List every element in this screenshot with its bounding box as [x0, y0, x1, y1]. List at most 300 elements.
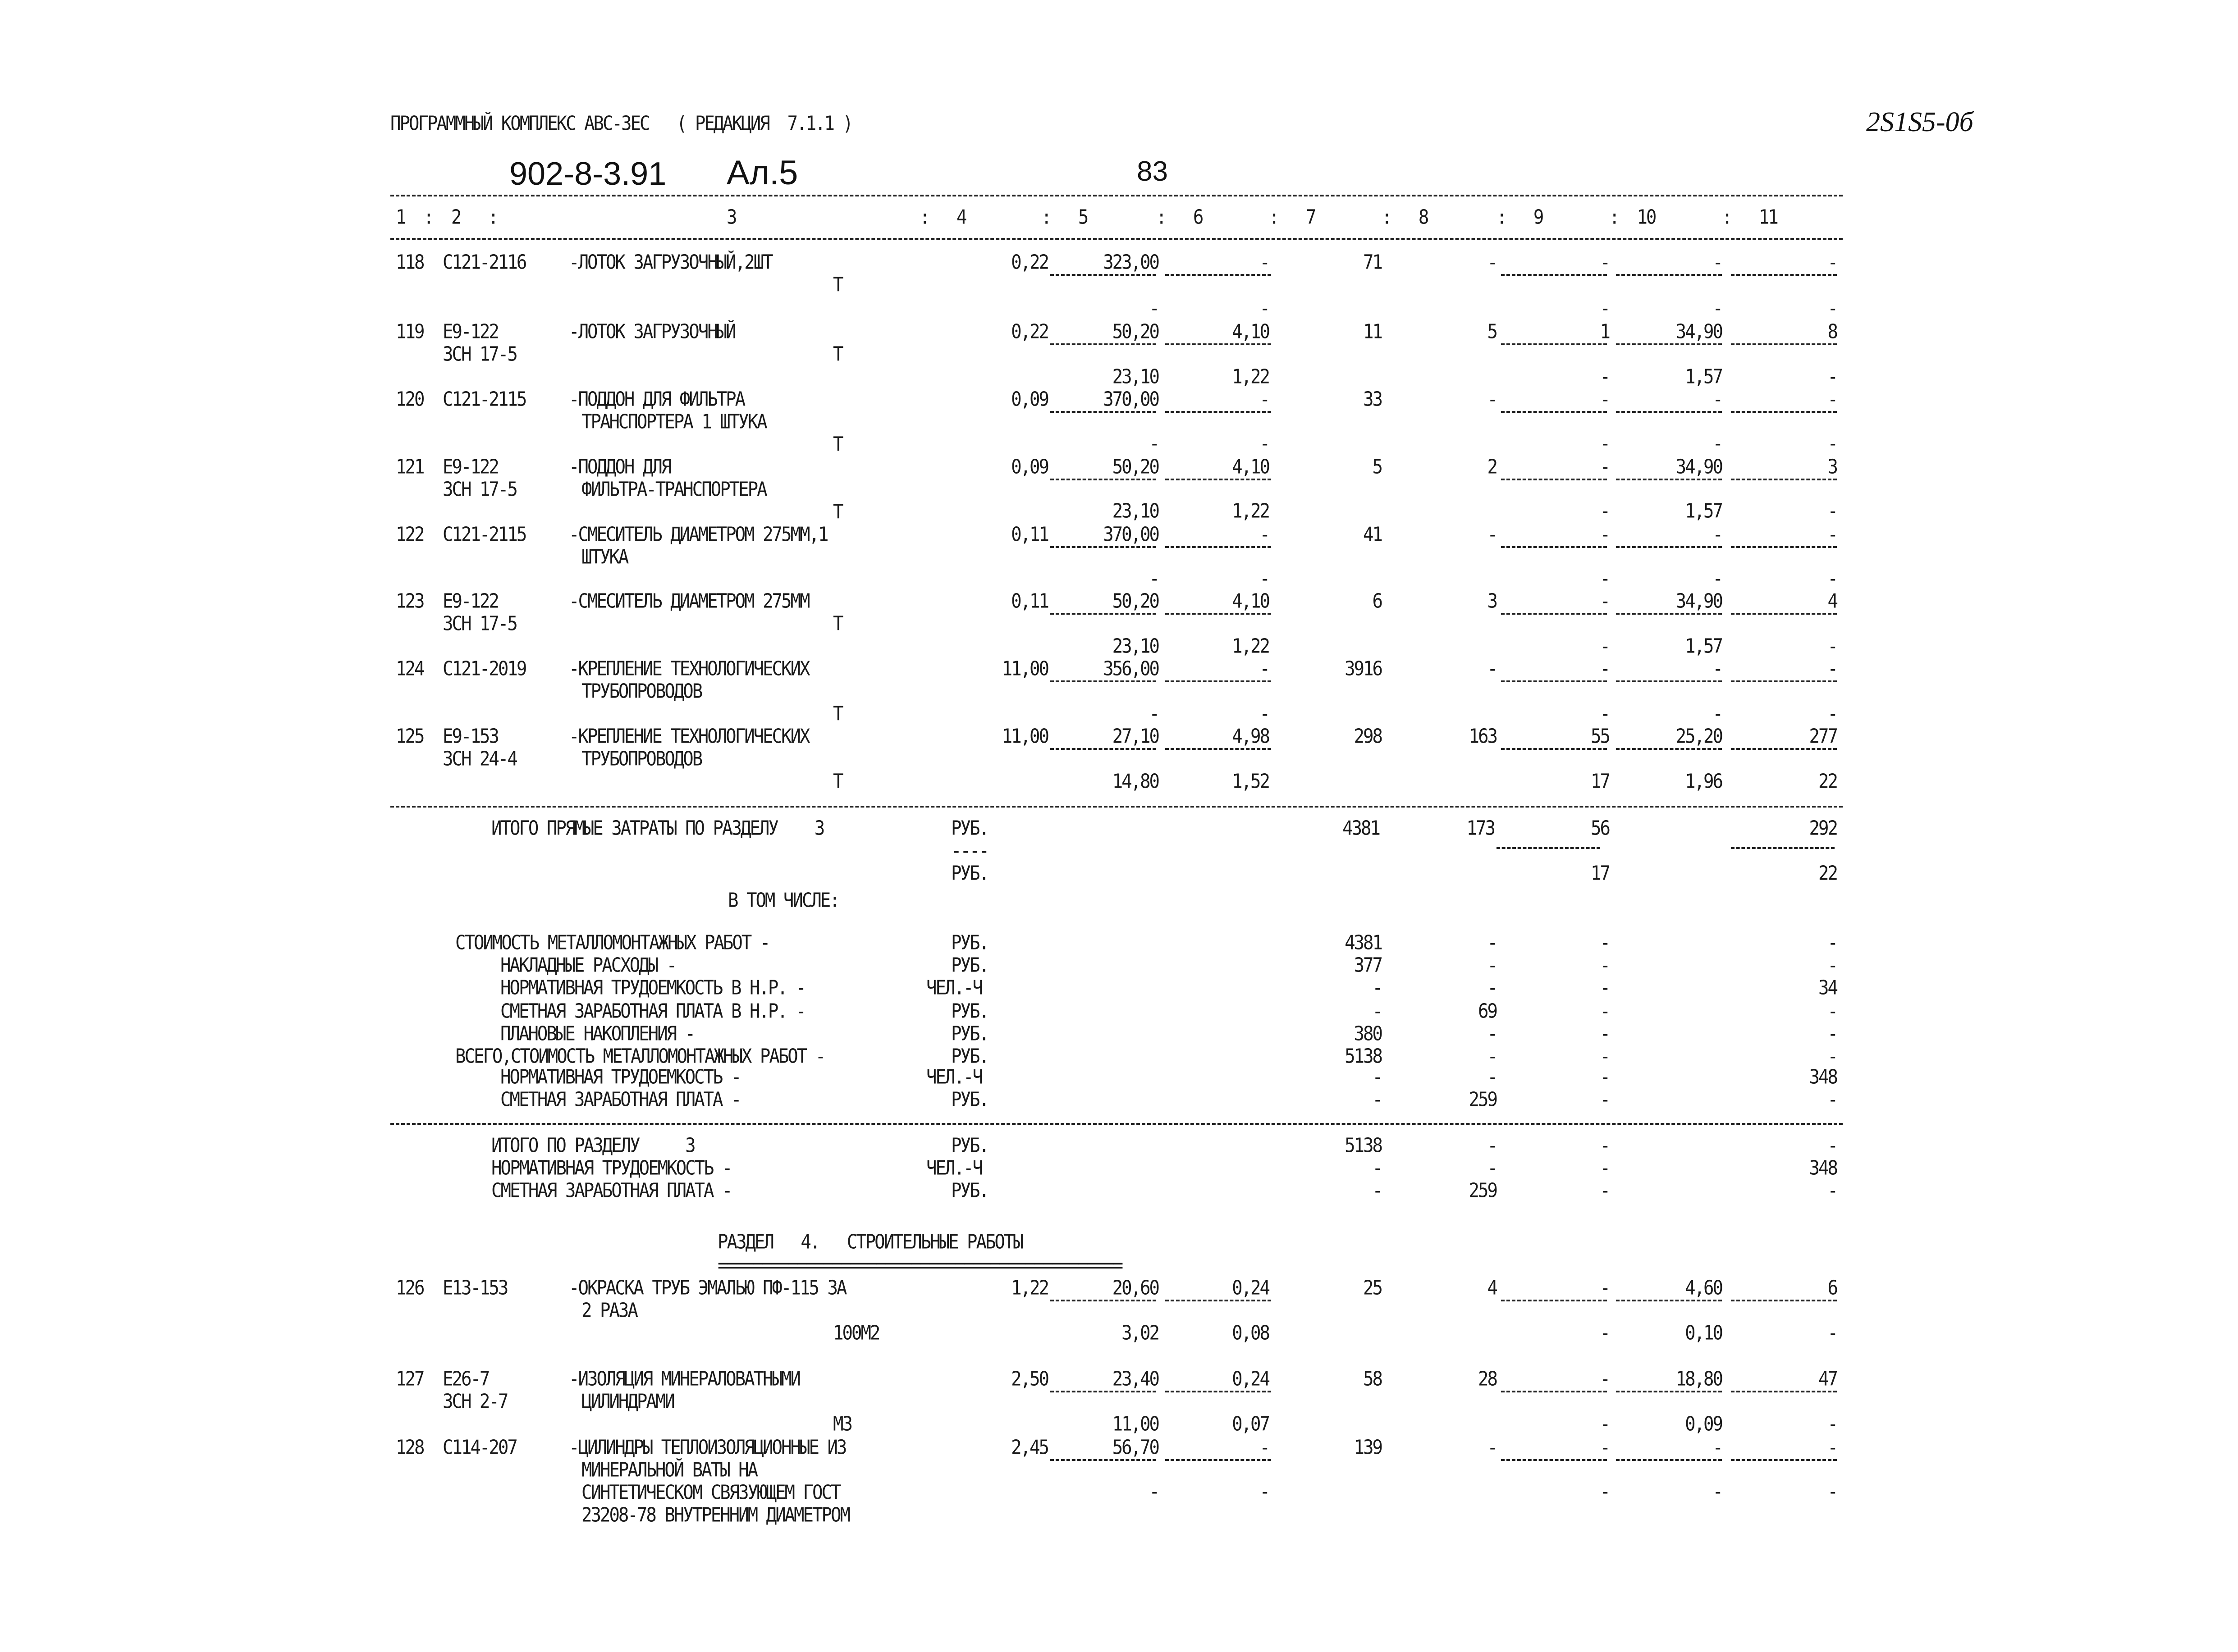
row-separator	[1050, 546, 1156, 548]
section4-underline: ==============================================	[718, 1254, 1122, 1277]
breakdown-col11: 348	[1809, 1066, 1837, 1089]
row-separator	[1731, 680, 1837, 682]
row-sub-col6: 1,52	[1232, 770, 1269, 793]
row-separator	[1501, 613, 1607, 615]
breakdown-label: ПЛАНОВЫЕ НАКОПЛЕНИЯ -	[500, 1022, 695, 1045]
breakdown-label: НАКЛАДНЫЕ РАСХОДЫ -	[500, 954, 676, 977]
breakdown-col9: -	[1600, 1088, 1609, 1111]
breakdown-col8: -	[1487, 931, 1497, 954]
row-col5: 50,20	[1112, 320, 1158, 343]
col-h-9: : 9	[1497, 206, 1543, 229]
row-col8: -	[1487, 388, 1497, 411]
row-quantity: 1,22	[1011, 1277, 1048, 1300]
col-h-10: : 10	[1609, 206, 1656, 229]
row-sub-col10: -	[1712, 1480, 1722, 1503]
total-s9: 17	[1591, 862, 1609, 885]
row-col6: 0,24	[1232, 1277, 1269, 1300]
breakdown-col11: -	[1827, 1088, 1837, 1111]
row-col8: -	[1487, 657, 1497, 680]
total-c9-dash	[1497, 847, 1600, 849]
row-sub-col11: -	[1827, 1480, 1837, 1503]
row-code2: ЗСН 17-5	[443, 612, 517, 635]
row-number: 121	[396, 456, 424, 479]
row-separator	[1165, 613, 1271, 615]
row-number: 123	[396, 590, 424, 613]
row-sub-col6: -	[1259, 432, 1269, 455]
row-quantity: 0,22	[1011, 320, 1048, 343]
row-sub-col6: 1,22	[1232, 635, 1269, 658]
row-col5: 356,00	[1103, 657, 1158, 680]
col-h-6: : 6	[1156, 206, 1203, 229]
row-separator	[1165, 343, 1271, 345]
row-unit: М3	[833, 1413, 851, 1436]
row-quantity: 0,11	[1011, 590, 1048, 613]
row-col9: -	[1600, 523, 1609, 546]
row-sub-col10: 0,09	[1685, 1413, 1722, 1436]
row-col6: 4,10	[1232, 456, 1269, 479]
row-col5: 50,20	[1112, 456, 1158, 479]
row-separator	[1050, 479, 1156, 480]
row-col8: -	[1487, 1436, 1497, 1459]
row-sub-col6: -	[1259, 1480, 1269, 1503]
row-description: ТРУБОПРОВОДОВ	[581, 748, 702, 771]
total-dash: ----	[951, 840, 988, 863]
breakdown-col11: -	[1827, 954, 1837, 977]
row-code: С114-207	[443, 1436, 517, 1459]
row-quantity: 0,09	[1011, 456, 1048, 479]
row-separator	[1731, 274, 1837, 276]
row-separator	[1731, 748, 1837, 750]
rule-before-totals	[390, 806, 1843, 808]
row-col7: 139	[1354, 1436, 1382, 1459]
breakdown-col7: 5138	[1345, 1045, 1382, 1068]
row-sub-col5: 23,10	[1112, 500, 1158, 523]
breakdown-col11: 34	[1818, 977, 1837, 999]
row-code2: ЗСН 17-5	[443, 343, 517, 366]
document-code-handwritten: 2S1S5-0б	[1866, 107, 1973, 137]
row-separator	[1050, 1391, 1156, 1392]
row-sub-col5: -	[1149, 297, 1158, 320]
section-total-col9: -	[1600, 1157, 1609, 1180]
row-separator	[1731, 479, 1837, 480]
row-col10: -	[1712, 251, 1722, 274]
row-col11: -	[1827, 388, 1837, 411]
row-sub-col9: -	[1600, 703, 1609, 726]
row-sub-col9: 17	[1591, 770, 1609, 793]
row-sub-col11: -	[1827, 1322, 1837, 1345]
row-separator	[1616, 411, 1722, 413]
row-sub-col5: 23,10	[1112, 365, 1158, 388]
row-description: -КРЕПЛЕНИЕ ТЕХНОЛОГИЧЕСКИХ	[569, 657, 809, 680]
breakdown-col9: -	[1600, 931, 1609, 954]
row-col7: 71	[1363, 251, 1382, 274]
breakdown-col8: 69	[1478, 1000, 1497, 1023]
row-code: С121-2116	[443, 251, 526, 274]
row-col9: -	[1600, 1436, 1609, 1459]
section-total-col8: 259	[1469, 1179, 1497, 1202]
col-h-8: : 8	[1382, 206, 1428, 229]
row-description: ФИЛЬТРА-ТРАНСПОРТЕРА	[581, 478, 766, 501]
row-separator	[1731, 613, 1837, 615]
row-col8: -	[1487, 523, 1497, 546]
row-sub-col9: -	[1600, 1480, 1609, 1503]
row-col9: -	[1600, 1368, 1609, 1391]
row-separator	[1050, 411, 1156, 413]
breakdown-col11: -	[1827, 1022, 1837, 1045]
row-col9: 55	[1591, 725, 1609, 748]
row-separator	[1616, 680, 1722, 682]
row-separator	[1165, 274, 1271, 276]
row-separator	[1731, 343, 1837, 345]
row-separator	[1050, 343, 1156, 345]
breakdown-col7: 4381	[1345, 931, 1382, 954]
row-col10: -	[1712, 388, 1722, 411]
row-col5: 50,20	[1112, 590, 1158, 613]
row-col10: 18,80	[1675, 1368, 1722, 1391]
row-separator	[1616, 1300, 1722, 1301]
row-col9: -	[1600, 456, 1609, 479]
row-separator	[1616, 1459, 1722, 1461]
row-code: Е13-153	[443, 1277, 508, 1300]
row-separator	[1501, 274, 1607, 276]
breakdown-col8: -	[1487, 1022, 1497, 1045]
breakdown-unit: ЧЕЛ.-Ч	[926, 1066, 982, 1089]
row-unit: Т	[833, 433, 842, 456]
row-quantity: 2,50	[1011, 1368, 1048, 1391]
row-description: 2 РАЗА	[581, 1299, 637, 1322]
row-sub-col9: -	[1600, 500, 1609, 523]
row-sub-col11: -	[1827, 1413, 1837, 1436]
page-number: 83	[1137, 156, 1168, 187]
row-sub-col9: -	[1600, 567, 1609, 590]
row-col8: -	[1487, 251, 1497, 274]
breakdown-label: СТОИМОСТЬ МЕТАЛЛОМОНТАЖНЫХ РАБОТ -	[455, 931, 769, 954]
row-col6: 4,98	[1232, 725, 1269, 748]
row-code: Е26-7	[443, 1368, 489, 1391]
row-col8: 163	[1469, 725, 1497, 748]
breakdown-col7: -	[1372, 1000, 1382, 1023]
section-total-col7: 5138	[1345, 1134, 1382, 1157]
row-sub-col6: 1,22	[1232, 365, 1269, 388]
row-col9: -	[1600, 590, 1609, 613]
row-col9: 1	[1600, 320, 1609, 343]
row-col11: 6	[1827, 1277, 1837, 1300]
total-unit2: РУБ.	[951, 862, 988, 885]
breakdown-col8: -	[1487, 1066, 1497, 1089]
row-col9: -	[1600, 657, 1609, 680]
row-sub-col6: 1,22	[1232, 500, 1269, 523]
row-col7: 11	[1363, 320, 1382, 343]
row-col11: 3	[1827, 456, 1837, 479]
row-col11: 8	[1827, 320, 1837, 343]
row-separator	[1731, 546, 1837, 548]
row-col11: -	[1827, 1436, 1837, 1459]
row-col6: 4,10	[1232, 320, 1269, 343]
row-sub-col10: -	[1712, 567, 1722, 590]
section-total-col8: -	[1487, 1134, 1497, 1157]
row-separator	[1165, 1300, 1271, 1301]
row-sub-col11: -	[1827, 635, 1837, 658]
row-col8: 3	[1487, 590, 1497, 613]
row-separator	[1616, 479, 1722, 480]
row-separator	[1165, 411, 1271, 413]
row-col5: 370,00	[1103, 523, 1158, 546]
section-total-col11: -	[1827, 1179, 1837, 1202]
breakdown-col11: -	[1827, 931, 1837, 954]
row-col5: 370,00	[1103, 388, 1158, 411]
row-separator	[1050, 1300, 1156, 1301]
section4-title: РАЗДЕЛ 4. СТРОИТЕЛЬНЫЕ РАБОТЫ	[718, 1231, 1022, 1254]
row-separator	[1050, 1459, 1156, 1461]
row-col8: 4	[1487, 1277, 1497, 1300]
total-c11-dash	[1731, 847, 1835, 849]
row-col9: -	[1600, 1277, 1609, 1300]
row-sub-col9: -	[1600, 365, 1609, 388]
row-unit: Т	[833, 612, 842, 635]
row-separator	[1050, 274, 1156, 276]
row-sub-col11: -	[1827, 432, 1837, 455]
breakdown-col8: -	[1487, 954, 1497, 977]
row-col7: 5	[1372, 456, 1382, 479]
breakdown-col9: -	[1600, 977, 1609, 999]
section-total-col7: -	[1372, 1179, 1382, 1202]
row-col5: 323,00	[1103, 251, 1158, 274]
row-sub-col6: -	[1259, 297, 1269, 320]
breakdown-col9: -	[1600, 1022, 1609, 1045]
row-sub-col9: -	[1600, 432, 1609, 455]
breakdown-unit: РУБ.	[951, 1000, 988, 1023]
row-quantity: 0,09	[1011, 388, 1048, 411]
row-col11: -	[1827, 251, 1837, 274]
row-code2: ЗСН 2-7	[443, 1390, 508, 1413]
row-description: ШТУКА	[581, 546, 628, 569]
program-header: ПРОГРАММНЫЙ КОМПЛЕКС АВС-3ЕС ( РЕДАКЦИЯ 7.1.1 )	[390, 112, 852, 135]
row-col11: 277	[1809, 725, 1837, 748]
row-sub-col6: 0,07	[1232, 1413, 1269, 1436]
section-total-col7: -	[1372, 1157, 1382, 1180]
breakdown-col7: 377	[1354, 954, 1382, 977]
rule-top	[390, 195, 1843, 196]
row-col11: 4	[1827, 590, 1837, 613]
row-unit: 100М2	[833, 1322, 879, 1345]
breakdown-col9: -	[1600, 1066, 1609, 1089]
rule-under-header	[390, 238, 1843, 240]
row-description: -ЛОТОК ЗАГРУЗОЧНЫЙ,2ШТ	[569, 251, 772, 274]
row-separator	[1616, 748, 1722, 750]
row-description: -ПОДДОН ДЛЯ ФИЛЬТРА	[569, 388, 745, 411]
row-sub-col5: 23,10	[1112, 635, 1158, 658]
row-col11: -	[1827, 523, 1837, 546]
project-number: 902-8-3.91	[509, 156, 667, 192]
section-total-label: СМЕТНАЯ ЗАРАБОТНАЯ ПЛАТА -	[491, 1179, 732, 1202]
row-code: С121-2115	[443, 388, 526, 411]
row-code2: ЗСН 24-4	[443, 748, 517, 771]
row-sub-col10: -	[1712, 432, 1722, 455]
section-total-col9: -	[1600, 1179, 1609, 1202]
row-sub-col10: 1,96	[1685, 770, 1722, 793]
row-sub-col11: -	[1827, 365, 1837, 388]
row-col8: 28	[1478, 1368, 1497, 1391]
row-sub-col10: 1,57	[1685, 500, 1722, 523]
row-col10: 4,60	[1685, 1277, 1722, 1300]
row-description: 23208-78 ВНУТРЕННИМ ДИАМЕТРОМ	[581, 1504, 849, 1527]
row-sub-col5: 3,02	[1121, 1322, 1158, 1345]
row-col8: 2	[1487, 456, 1497, 479]
row-code: С121-2115	[443, 523, 526, 546]
row-col10: 34,90	[1675, 590, 1722, 613]
row-separator	[1165, 546, 1271, 548]
row-quantity: 11,00	[1002, 657, 1048, 680]
row-number: 124	[396, 657, 424, 680]
total-c9: 56	[1591, 817, 1609, 840]
row-sub-col5: 11,00	[1112, 1413, 1158, 1436]
section-total-col9: -	[1600, 1134, 1609, 1157]
row-code: Е9-153	[443, 725, 498, 748]
row-col10: -	[1712, 1436, 1722, 1459]
breakdown-col9: -	[1600, 954, 1609, 977]
breakdown-col8: -	[1487, 1045, 1497, 1068]
total-c8: 173	[1466, 817, 1494, 840]
row-sub-col10: 1,57	[1685, 635, 1722, 658]
row-separator	[1616, 274, 1722, 276]
row-number: 119	[396, 320, 424, 343]
row-sub-col9: -	[1600, 1413, 1609, 1436]
row-code: Е9-122	[443, 320, 498, 343]
breakdown-col11: -	[1827, 1000, 1837, 1023]
row-col7: 58	[1363, 1368, 1382, 1391]
row-separator	[1501, 748, 1607, 750]
breakdown-col7: -	[1372, 1066, 1382, 1089]
row-description: -ПОДДОН ДЛЯ	[569, 456, 671, 479]
row-col10: -	[1712, 523, 1722, 546]
breakdown-label: СМЕТНАЯ ЗАРАБОТНАЯ ПЛАТА В Н.Р. -	[500, 1000, 805, 1023]
row-description: МИНЕРАЛЬНОЙ ВАТЫ НА	[581, 1459, 757, 1482]
row-sub-col11: -	[1827, 297, 1837, 320]
row-col7: 25	[1363, 1277, 1382, 1300]
rule-before-section-total	[390, 1123, 1843, 1125]
row-separator	[1616, 613, 1722, 615]
row-separator	[1731, 1391, 1837, 1392]
row-sub-col6: 0,08	[1232, 1322, 1269, 1345]
breakdown-label: СМЕТНАЯ ЗАРАБОТНАЯ ПЛАТА -	[500, 1088, 741, 1111]
row-unit: Т	[833, 274, 842, 297]
row-separator	[1616, 1391, 1722, 1392]
row-sub-col9: -	[1600, 1322, 1609, 1345]
row-separator	[1050, 613, 1156, 615]
row-sub-col10: -	[1712, 703, 1722, 726]
row-quantity: 0,22	[1011, 251, 1048, 274]
breakdown-unit: РУБ.	[951, 1022, 988, 1045]
row-description: -СМЕСИТЕЛЬ ДИАМЕТРОМ 275ММ	[569, 590, 809, 613]
row-sub-col10: 0,10	[1685, 1322, 1722, 1345]
row-unit: Т	[833, 770, 842, 793]
row-separator	[1501, 1459, 1607, 1461]
row-quantity: 11,00	[1002, 725, 1048, 748]
row-col9: -	[1600, 251, 1609, 274]
row-sub-col6: -	[1259, 567, 1269, 590]
row-sub-col5: -	[1149, 1480, 1158, 1503]
row-sub-col5: -	[1149, 567, 1158, 590]
row-sub-col9: -	[1600, 635, 1609, 658]
row-col6: -	[1259, 657, 1269, 680]
row-separator	[1165, 748, 1271, 750]
row-number: 120	[396, 388, 424, 411]
row-sub-col9: -	[1600, 297, 1609, 320]
row-separator	[1165, 680, 1271, 682]
col-h-3: 3	[727, 206, 736, 229]
total-c7: 4381	[1342, 817, 1379, 840]
row-number: 126	[396, 1277, 424, 1300]
row-code2: ЗСН 17-5	[443, 478, 517, 501]
row-col7: 3916	[1345, 657, 1382, 680]
row-quantity: 2,45	[1011, 1436, 1048, 1459]
row-sub-col11: -	[1827, 500, 1837, 523]
row-col6: -	[1259, 1436, 1269, 1459]
col-h-7: : 7	[1269, 206, 1315, 229]
row-col6: -	[1259, 523, 1269, 546]
row-col8: 5	[1487, 320, 1497, 343]
row-col5: 56,70	[1112, 1436, 1158, 1459]
row-unit: Т	[833, 343, 842, 366]
row-separator	[1050, 748, 1156, 750]
row-sub-col5: -	[1149, 703, 1158, 726]
row-separator	[1616, 546, 1722, 548]
row-code: Е9-122	[443, 456, 498, 479]
col-h-11: : 11	[1722, 206, 1777, 229]
row-sub-col11: -	[1827, 703, 1837, 726]
including-label: В ТОМ ЧИСЛЕ:	[728, 889, 839, 912]
section-total-label: НОРМАТИВНАЯ ТРУДОЕМКОСТЬ -	[491, 1157, 732, 1180]
album-number: Ал.5	[727, 154, 798, 192]
row-unit: Т	[833, 501, 842, 524]
row-col10: 34,90	[1675, 456, 1722, 479]
row-quantity: 0,11	[1011, 523, 1048, 546]
row-number: 125	[396, 725, 424, 748]
row-separator	[1501, 479, 1607, 480]
row-description: -ЛОТОК ЗАГРУЗОЧНЫЙ	[569, 320, 735, 343]
section-total-col11: -	[1827, 1134, 1837, 1157]
row-separator	[1501, 343, 1607, 345]
row-description: СИНТЕТИЧЕСКОМ СВЯЗУЮЩЕМ ГОСТ	[581, 1481, 840, 1504]
row-sub-col10: -	[1712, 297, 1722, 320]
row-col6: 4,10	[1232, 590, 1269, 613]
breakdown-unit: РУБ.	[951, 954, 988, 977]
row-number: 128	[396, 1436, 424, 1459]
row-description: -КРЕПЛЕНИЕ ТЕХНОЛОГИЧЕСКИХ	[569, 725, 809, 748]
row-description: -ЦИЛИНДРЫ ТЕПЛОИЗОЛЯЦИОННЫЕ ИЗ	[569, 1436, 846, 1459]
row-col6: -	[1259, 251, 1269, 274]
section-total-unit: РУБ.	[951, 1134, 988, 1157]
breakdown-label: ВСЕГО,СТОИМОСТЬ МЕТАЛЛОМОНТАЖНЫХ РАБОТ -	[455, 1045, 825, 1068]
section-total-unit: ЧЕЛ.-Ч	[926, 1157, 982, 1180]
breakdown-unit: РУБ.	[951, 1045, 988, 1068]
col-h-1-2: 1 : 2 :	[396, 206, 498, 229]
breakdown-unit: РУБ.	[951, 931, 988, 954]
section-total-label: ИТОГО ПО РАЗДЕЛУ 3	[491, 1134, 695, 1157]
row-col5: 23,40	[1112, 1368, 1158, 1391]
breakdown-col7: 380	[1354, 1022, 1382, 1045]
row-col10: -	[1712, 657, 1722, 680]
row-description: -СМЕСИТЕЛЬ ДИАМЕТРОМ 275ММ,1	[569, 523, 828, 546]
breakdown-col7: -	[1372, 1088, 1382, 1111]
row-description: ТРУБОПРОВОДОВ	[581, 680, 702, 703]
row-sub-col11: -	[1827, 567, 1837, 590]
row-sub-col6: -	[1259, 703, 1269, 726]
row-col10: 34,90	[1675, 320, 1722, 343]
breakdown-label: НОРМАТИВНАЯ ТРУДОЕМКОСТЬ В Н.Р. -	[500, 977, 805, 999]
breakdown-label: НОРМАТИВНАЯ ТРУДОЕМКОСТЬ -	[500, 1066, 741, 1089]
row-col7: 41	[1363, 523, 1382, 546]
